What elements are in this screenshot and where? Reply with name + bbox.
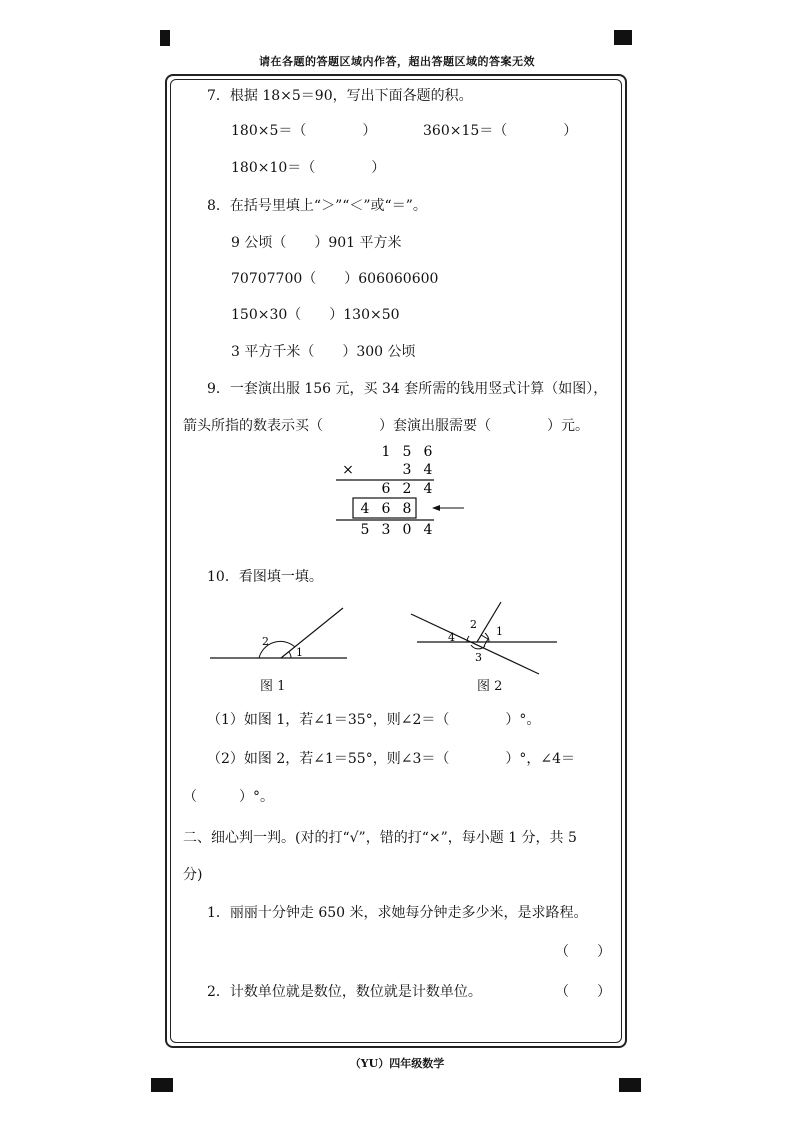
answer-frame-inner [170, 79, 622, 1043]
multiplicand-digit: 5 [402, 444, 412, 460]
arrow-head-icon [432, 505, 440, 511]
vertical-multiplication [330, 440, 510, 540]
registration-mark-top-right [614, 30, 632, 45]
q7-item-1: 180×5＝（ ） [231, 123, 377, 139]
multiplicand-digit: 6 [423, 444, 433, 460]
result-digit: 3 [381, 522, 391, 538]
q10-sub-1: （1）如图 1，若∠1＝35°，则∠2＝（ ）°。 [207, 712, 541, 728]
fig2-label-1: 1 [496, 625, 503, 638]
fig1-label-1: 1 [296, 646, 303, 659]
times-sign: × [342, 462, 354, 478]
partial1-digit: 6 [381, 481, 391, 497]
q8-item-4: 3 平方千米（ ）300 公顷 [231, 344, 416, 360]
q8-item-1: 9 公顷（ ）901 平方米 [231, 235, 402, 251]
multiplicand-digit: 1 [381, 444, 391, 460]
registration-mark-bottom-left [151, 1078, 173, 1092]
answer-area-notice: 请在各题的答题区域内作答，超出答题区域的答案无效 [259, 55, 535, 68]
q7-title: 7．根据 18×5＝90，写出下面各题的积。 [207, 88, 473, 104]
multiplier-digit: 3 [402, 462, 412, 478]
partial2-digit: 8 [402, 501, 412, 517]
right-angle-mark [481, 635, 488, 646]
fig1-label-2: 2 [262, 635, 269, 648]
q10-title: 10．看图填一填。 [207, 569, 323, 585]
fig2-label-4: 4 [448, 631, 455, 644]
q9-line-2: 箭头所指的数表示买（ ）套演出服需要（ ）元。 [183, 418, 589, 434]
figure-2 [405, 598, 565, 678]
figure-1-caption: 图 1 [260, 679, 286, 694]
section-2-heading-line-2: 分) [183, 867, 203, 883]
partial2-digit: 4 [360, 501, 370, 517]
fig1-ray [281, 608, 343, 658]
registration-mark-top-left [160, 30, 170, 46]
figure-2-caption: 图 2 [477, 679, 503, 694]
q7-item-2: 360×15＝（ ） [423, 123, 578, 139]
q10-sub-2-line-1: （2）如图 2，若∠1＝55°，则∠3＝（ ）°，∠4＝ [207, 751, 575, 767]
figure-1 [205, 600, 355, 670]
fig1-angle-arc-1 [289, 652, 291, 658]
registration-mark-bottom-right [619, 1078, 641, 1092]
fig2-label-2: 2 [470, 618, 477, 631]
q7-item-3: 180×10＝（ ） [231, 160, 386, 176]
q8-item-2: 70707700（ ）606060600 [231, 271, 439, 287]
judge-item-1-text: 1．丽丽十分钟走 650 米，求她每分钟走多少米，是求路程。 [207, 905, 588, 921]
q8-title: 8．在括号里填上“＞”“＜”或“＝”。 [207, 198, 427, 214]
fig2-label-3: 3 [475, 651, 482, 664]
multiplier-digit: 4 [423, 462, 433, 478]
result-digit: 4 [423, 522, 433, 538]
result-digit: 0 [402, 522, 412, 538]
section-2-heading-line-1: 二、细心判一判。(对的打“√”，错的打“×”，每小题 1 分，共 5 [183, 830, 577, 846]
judge-item-2-text: 2．计数单位就是数位，数位就是计数单位。 [207, 984, 482, 1000]
result-digit: 5 [360, 522, 370, 538]
judge-item-1-blank: （ ） [555, 944, 611, 960]
q10-sub-2-line-2: （ ）°。 [183, 789, 274, 805]
partial2-digit: 6 [381, 501, 391, 517]
q8-item-3: 150×30（ ）130×50 [231, 307, 400, 323]
partial1-digit: 4 [423, 481, 433, 497]
judge-item-2-blank: （ ） [555, 984, 611, 1000]
page-footer: （YU）四年级数学 [349, 1057, 445, 1070]
partial1-digit: 2 [402, 481, 412, 497]
q9-line-1: 9．一套演出服 156 元，买 34 套所需的钱用竖式计算（如图）， [207, 381, 608, 397]
